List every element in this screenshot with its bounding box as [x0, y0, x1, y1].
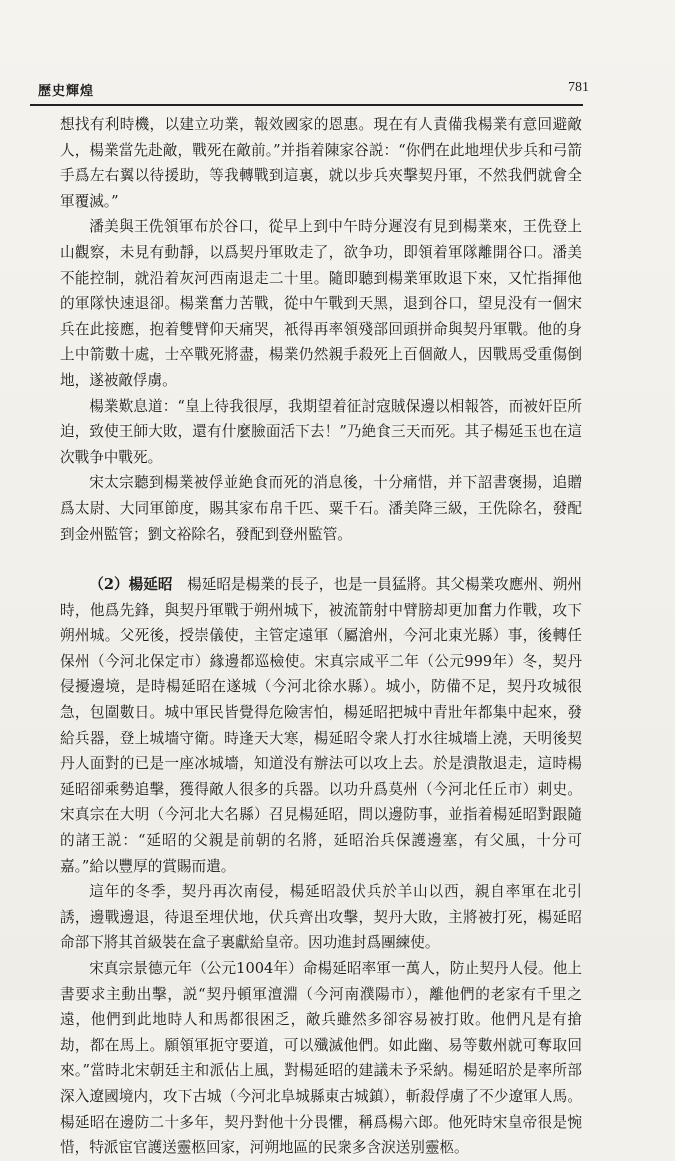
body-text	[60, 112, 582, 1161]
paragraph: 宋真宗景德元年（公元1004年）命楊延昭率軍一萬人，防止契丹人侵。他上書要求主動出擊，説“契丹頓軍澶淵（今河南濮陽市），離他們的老家有千里之遠，他們到此地時人和馬都很困乏，敵兵雖然多卻容易被打敗。他們凡是有搶劫，都在馬上。願領軍扼守要道，可以殲滅他們。如此幽、易等數州就可奪取回來。”當時北宋朝廷主和派佔上風，對楊延昭的建議未予采納。楊延昭於是率所部深入遼國境内，攻下古城（今河北阜城縣東古城鎮），斬殺俘虜了不少遼軍人馬。楊延昭在邊防二十多年，契丹對他十分畏懼，稱爲楊六郎。他死時宋皇帝很是惋惜，特派宦官護送靈柩回家，河朔地區的民衆多含淚送别靈柩。	[60, 960, 582, 1157]
paragraph: 這年的冬季，契丹再次南侵，楊延昭設伏兵於羊山以西，親自率軍在北引誘，邊戰邊退，待退至埋伏地，伏兵齊出攻擊，契丹大敗，主將被打死，楊延昭命部下將其首級裝在盒子裏獻給皇帝。因功進封爲團練使。	[60, 883, 582, 952]
page-number: 781	[568, 80, 589, 95]
paragraph: 潘美與王侁領軍布於谷口，從早上到中午時分遲沒有見到楊業來，王侁登上山觀察，未見有動靜，以爲契丹軍敗走了，欲争功，即領着軍隊離開谷口。潘美不能控制，就沿着灰河西南退走二十里。隨即聽到楊業軍敗退下來，又忙指揮他的軍隊快速退卻。楊業奮力苦戰，從中午戰到天黑，退到谷口，望見没有一個宋兵在此接應，抱着雙臂仰天痛哭，衹得再率領殘部回頭拼命與契丹軍戰。他的身上中箭數十處，士卒戰死將盡，楊業仍然親手殺死上百個敵人，因戰馬受重傷倒地，遂被敵俘虜。	[60, 218, 582, 389]
paragraph: 想找有利時機，以建立功業，報效國家的恩惠。現在有人責備我楊業有意回避敵人，楊業當先赴敵，戰死在敵前。”并指着陳家谷説：“你們在此地埋伏步兵和弓箭手爲左右翼以待援助，等我轉戰到這裏，就以步兵夾擊契丹軍，不然我們就會全軍覆滅。”	[60, 116, 582, 210]
section-paragraph	[60, 572, 582, 879]
page-header	[30, 70, 589, 106]
running-title: 歷史輝煌	[38, 84, 95, 99]
paragraph: 宋太宗聽到楊業被俘並絶食而死的消息後，十分痛惜，并下詔書褒揚，追贈爲太尉、大同軍節度，賜其家布帛千匹、粟千石。潘美降三級，王侁除名，發配到金州監管；劉文裕除名，發配到登州監管。	[60, 474, 582, 543]
section-heading: （2）楊延昭	[89, 576, 173, 594]
section-gap	[60, 547, 582, 572]
section-intro: 楊延昭是楊業的長子，也是一員猛將。其父楊業攻應州、朔州時，他爲先鋒，與契丹軍戰于朔州城下，被流箭射中臂膀却更加奮力作戰，攻下朔州城。父死後，授崇儀使，主管定遠軍（屬滄州，今河北東光縣）事，後轉任保州（今河北保定市）緣邊都巡檢使。宋真宗咸平二年（公元999年）冬，契丹侵擾邊境，是時楊延昭在遂城（今河北徐水縣）。城小，防備不足，契丹攻城很急，包圍數日。城中軍民皆覺得危險害怕，楊延昭把城中青壯年都集中起來，發給兵器，登上城墻守衛。時逢天大寒，楊延昭令衆人打水往城墻上澆，天明後契丹人面對的已是一座冰城墻，知道没有辦法可以攻上去。於是潰散退走，這時楊延昭卻乘勢追擊，獲得敵人很多的兵器。以功升爲莫州（今河北任丘市）刺史。宋真宗在大明（今河北大名縣）召見楊延昭，問以邊防事，並指着楊延昭對跟隨的諸王説：“延昭的父親是前朝的名將，延昭治兵保護邊塞，有父風，十分可嘉。”給以豐厚的賞賜而遣。	[60, 576, 582, 875]
paragraph: 楊業歎息道：“皇上待我很厚，我期望着征討寇賊保邊以相報答，而被奸臣所迫，致使王師大敗，還有什麼臉面活下去！”乃絶食三天而死。其子楊延玉也在這次戰争中戰死。	[60, 397, 582, 466]
